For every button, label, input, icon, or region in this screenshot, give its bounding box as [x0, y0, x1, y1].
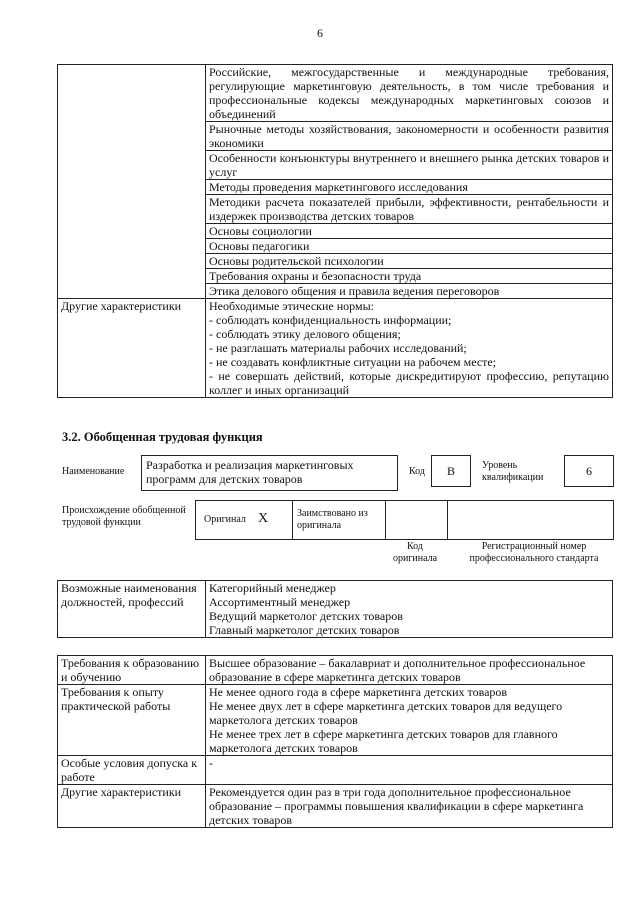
education-label: Требования к образованию и обучению: [58, 656, 206, 685]
table-row: [58, 65, 613, 122]
knowledge-item: Российские, межгосударственные и международные требования, регулирующие маркетинговую деятельность, в том числе требования и профессиональные кодексы международных маркетинговых союзов и объединений: [206, 65, 613, 122]
ethics-line: - соблюдать этику делового общения;: [209, 327, 401, 341]
knowledge-item: Этика делового общения и правила ведения переговоров: [206, 284, 613, 299]
knowledge-item: Требования охраны и безопасности труда: [206, 269, 613, 284]
requirements-table: [57, 655, 613, 828]
ethics-line: - не разглашать материалы рабочих исследований;: [209, 341, 467, 355]
knowledge-item: Основы социологии: [206, 224, 613, 239]
borrowed-label: Заимствовано из оригинала: [297, 508, 368, 531]
empty-label-cell: [58, 65, 206, 299]
positions-list: [206, 581, 613, 638]
knowledge-item: Методы проведения маркетингового исследования: [206, 180, 613, 195]
table-row: [58, 685, 613, 756]
table-row: [58, 299, 613, 398]
origin-box: [195, 500, 614, 540]
page-number: 6: [317, 26, 323, 40]
code-original-caption: Код оригинала: [392, 541, 438, 564]
knowledge-item: Основы педагогики: [206, 239, 613, 254]
position-item: Категорийный менеджер: [209, 581, 336, 595]
table-row: [58, 656, 613, 685]
position-item: Ведущий маркетолог детских товаров: [209, 609, 403, 623]
ethics-norms-cell: [206, 299, 613, 398]
experience-item: Не менее одного года в сфере маркетинга детских товаров: [209, 685, 508, 699]
other-characteristics-label: Другие характеристики: [58, 299, 206, 398]
section-heading: 3.2. Обобщенная трудовая функция: [62, 430, 263, 444]
level-label: Уровень квалификации: [482, 460, 544, 483]
table-row: [58, 756, 613, 785]
ethics-line: - соблюдать конфиденциальность информации;: [209, 313, 452, 327]
ethics-line: - не совершать действий, которые дискредитируют профессию, репутацию коллег и иных организаций: [209, 369, 609, 397]
code-box: B: [431, 455, 471, 487]
admission-value: -: [206, 756, 613, 785]
knowledge-item: Рыночные методы хозяйствования, закономерности и особенности развития экономики: [206, 122, 613, 151]
knowledge-table: [57, 64, 613, 398]
name-label: Наименование: [62, 466, 125, 477]
knowledge-item: Основы родительской психологии: [206, 254, 613, 269]
knowledge-item: Методики расчета показателей прибыли, эффективности, рентабельности и издержек производства детских товаров: [206, 195, 613, 224]
origin-label: Происхождение обобщенной трудовой функции: [62, 505, 186, 528]
position-item: Ассортиментный менеджер: [209, 595, 351, 609]
experience-label: Требования к опыту практической работы: [58, 685, 206, 756]
table-row: [58, 785, 613, 828]
positions-table: [57, 580, 613, 638]
experience-item: Не менее двух лет в сфере маркетинга детских товаров для ведущего маркетолога детских товаров: [209, 699, 563, 727]
reg-number-caption: Регистрационный номер профессионального стандарта: [469, 541, 599, 564]
education-value: Высшее образование – бакалавриат и дополнительное профессиональное образование в сфере маркетинга детских товаров: [206, 656, 613, 685]
other-requirements-value: Рекомендуется один раз в три года дополнительное профессиональное образование – программы повышения квалификации в сфере маркетинга детских товаров: [206, 785, 613, 828]
table-row: [58, 581, 613, 638]
admission-label: Особые условия допуска к работе: [58, 756, 206, 785]
code-label: Код: [409, 466, 425, 477]
positions-label: Возможные наименования должностей, профессий: [58, 581, 206, 638]
experience-value: [206, 685, 613, 756]
level-box: 6: [564, 455, 614, 487]
position-item: Главный маркетолог детских товаров: [209, 623, 400, 637]
original-label: Оригинал: [204, 514, 246, 525]
ethics-line: - не создавать конфликтные ситуации на рабочем месте;: [209, 355, 497, 369]
other-requirements-label: Другие характеристики: [58, 785, 206, 828]
ethics-line: Необходимые этические нормы:: [209, 299, 374, 313]
experience-item: Не менее трех лет в сфере маркетинга детских товаров для главного маркетолога детских товаров: [209, 727, 558, 755]
function-name-box: Разработка и реализация маркетинговых программ для детских товаров: [141, 455, 398, 491]
original-mark: X: [258, 511, 269, 526]
knowledge-item: Особенности конъюнктуры внутреннего и внешнего рынка детских товаров и услуг: [206, 151, 613, 180]
